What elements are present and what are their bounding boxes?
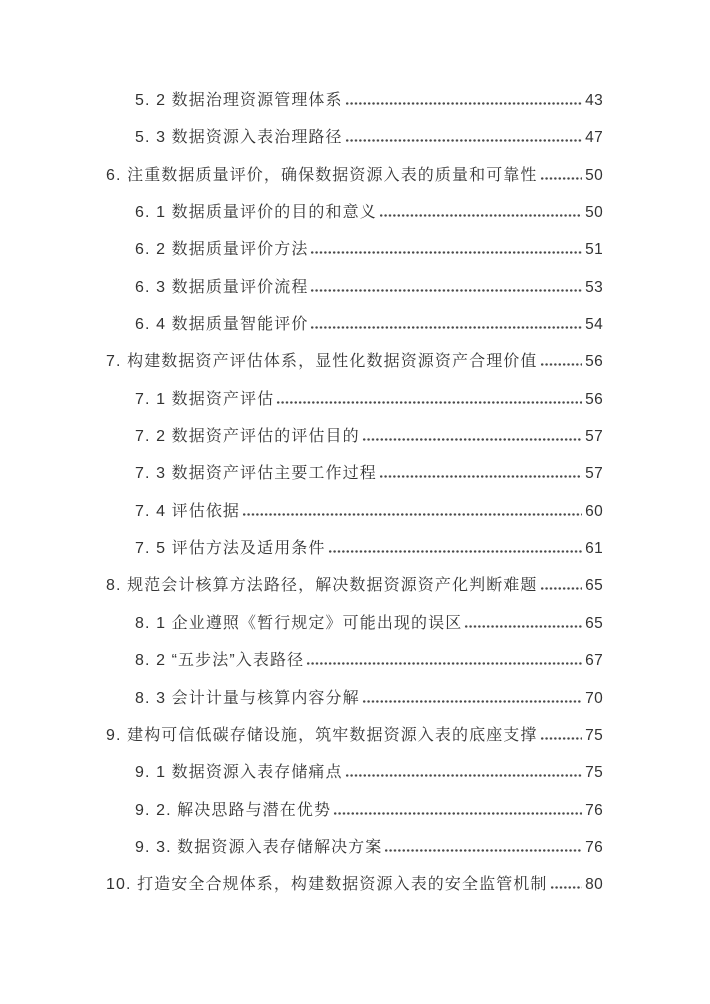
toc-entry[interactable] (106, 157, 603, 194)
toc-dotted-leader (540, 729, 583, 740)
toc-dotted-leader (379, 467, 582, 478)
toc-dotted-leader (540, 355, 583, 366)
toc-dotted-leader (345, 766, 583, 777)
toc-entry[interactable] (106, 642, 603, 679)
toc-entry-title: 5. 3 数据资源入表治理路径 (135, 129, 343, 147)
toc-entry[interactable] (106, 866, 603, 903)
toc-entry-page: 76 (585, 838, 603, 856)
toc-entry-title: 6. 4 数据质量智能评价 (135, 316, 309, 334)
toc-dotted-leader (379, 206, 582, 217)
toc-entry-title: 6. 1 数据质量评价的目的和意义 (135, 204, 377, 222)
toc-entry-page: 75 (585, 726, 603, 744)
toc-entry-title: 9. 2. 解决思路与潜在优势 (135, 801, 332, 819)
toc-entry-title: 7. 1 数据资产评估 (135, 390, 275, 408)
toc-dotted-leader (310, 281, 582, 292)
toc-dotted-leader (310, 318, 582, 329)
toc-entry[interactable] (106, 194, 603, 231)
toc-entry-page: 67 (585, 652, 603, 670)
toc-dotted-leader (362, 692, 582, 703)
toc-entry[interactable] (106, 680, 603, 717)
toc-entry-title: 8. 1 企业遵照《暂行规定》可能出现的误区 (135, 614, 463, 632)
toc-entry-page: 50 (585, 166, 603, 184)
toc-entry-page: 61 (585, 540, 603, 558)
toc-entry-title: 6. 注重数据质量评价，确保数据资源入表的质量和可靠性 (106, 166, 538, 184)
toc-entry-page: 56 (585, 353, 603, 371)
toc-entry-page: 65 (585, 577, 603, 595)
toc-entry-page: 70 (585, 689, 603, 707)
toc-list (0, 82, 710, 904)
toc-entry[interactable] (106, 231, 603, 268)
toc-entry[interactable] (106, 306, 603, 343)
toc-entry-page: 60 (585, 502, 603, 520)
toc-dotted-leader (345, 94, 583, 105)
toc-dotted-leader (328, 542, 583, 553)
toc-dotted-leader (333, 804, 582, 815)
toc-entry-title: 5. 2 数据治理资源管理体系 (135, 92, 343, 109)
toc-dotted-leader (384, 841, 582, 852)
toc-entry-page: 47 (585, 129, 603, 147)
toc-dotted-leader (242, 505, 582, 516)
toc-dotted-leader (540, 579, 583, 590)
toc-entry[interactable] (106, 792, 603, 829)
toc-entry[interactable] (106, 269, 603, 306)
toc-entry[interactable] (106, 82, 603, 119)
toc-dotted-leader (276, 393, 582, 404)
toc-dotted-leader (362, 430, 582, 441)
toc-entry-page: 43 (585, 92, 603, 109)
toc-dotted-leader (550, 878, 583, 889)
toc-entry[interactable] (106, 493, 603, 530)
toc-entry-title: 7. 3 数据资产评估主要工作过程 (135, 465, 377, 483)
toc-entry-title: 8. 规范会计核算方法路径，解决数据资源资产化判断难题 (106, 577, 538, 595)
toc-entry-page: 53 (585, 278, 603, 296)
toc-entry-page: 51 (585, 241, 603, 259)
toc-entry[interactable] (106, 530, 603, 567)
toc-entry-page: 56 (585, 390, 603, 408)
toc-entry-title: 10. 打造安全合规体系，构建数据资源入表的安全监管机制 (106, 876, 548, 894)
toc-entry[interactable] (106, 754, 603, 791)
toc-entry-page: 80 (585, 876, 603, 894)
toc-entry-page: 57 (585, 428, 603, 446)
toc-entry[interactable] (106, 717, 603, 754)
toc-entry[interactable] (106, 418, 603, 455)
toc-dotted-leader (540, 169, 583, 180)
toc-entry-page: 54 (585, 316, 603, 334)
toc-dotted-leader (310, 243, 582, 254)
toc-entry-title: 9. 建构可信低碳存储设施，筑牢数据资源入表的底座支撑 (106, 726, 538, 744)
toc-entry-title: 7. 构建数据资产评估体系，显性化数据资源资产合理价值 (106, 353, 538, 371)
toc-entry-page: 76 (585, 801, 603, 819)
toc-entry-title: 7. 5 评估方法及适用条件 (135, 540, 326, 558)
toc-entry-page: 57 (585, 465, 603, 483)
toc-entry-title: 9. 1 数据资源入表存储痛点 (135, 764, 343, 782)
toc-entry[interactable] (106, 829, 603, 866)
toc-entry[interactable] (106, 605, 603, 642)
toc-entry-title: 8. 3 会计计量与核算内容分解 (135, 689, 360, 707)
toc-dotted-leader (345, 131, 583, 142)
toc-entry-title: 6. 2 数据质量评价方法 (135, 241, 309, 259)
toc-entry[interactable] (106, 567, 603, 604)
toc-entry[interactable] (106, 343, 603, 380)
toc-entry-title: 8. 2 “五步法”入表路径 (135, 652, 305, 670)
toc-entry-page: 65 (585, 614, 603, 632)
toc-entry-page: 50 (585, 204, 603, 222)
toc-entry-title: 7. 4 评估依据 (135, 502, 241, 520)
toc-dotted-leader (306, 654, 582, 665)
toc-dotted-leader (464, 617, 582, 628)
toc-entry[interactable] (106, 119, 603, 156)
toc-entry[interactable] (106, 455, 603, 492)
toc-entry-title: 9. 3. 数据资源入表存储解决方案 (135, 838, 383, 856)
toc-entry[interactable] (106, 381, 603, 418)
toc-entry-title: 6. 3 数据质量评价流程 (135, 278, 309, 296)
toc-entry-title: 7. 2 数据资产评估的评估目的 (135, 428, 360, 446)
toc-entry-page: 75 (585, 764, 603, 782)
